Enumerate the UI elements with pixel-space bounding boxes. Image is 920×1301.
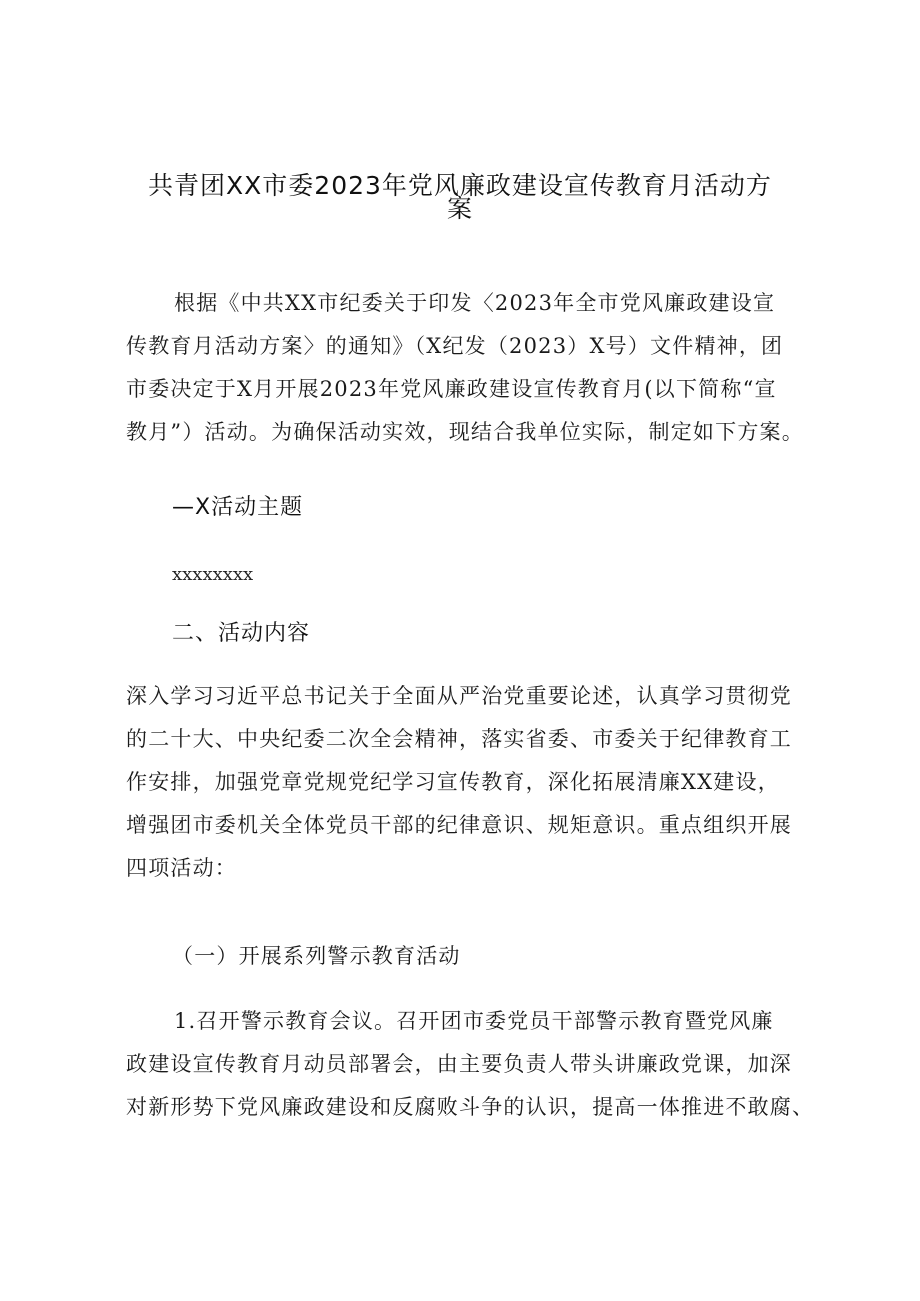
section-2-heading: 二、活动内容 xyxy=(172,621,311,646)
section-2-line: 的二十大、中央纪委二次全会精神，落实省委、市委关于纪律教育工 xyxy=(126,727,792,751)
intro-line: 根据《中共XX市纪委关于印发〈2023年全市党风廉政建设宣 xyxy=(174,291,776,315)
intro-line: 传教育月活动方案〉的通知》（X纪发（2023）X号）文件精神，团 xyxy=(126,334,784,358)
section-1-body: xxxxxxxx xyxy=(172,564,254,585)
document-title-line-1: 共青团XX市委2023年党风廉政建设宣传教育月活动方 xyxy=(148,171,772,200)
intro-line: 市委决定于X月开展2023年党风廉政建设宣传教育月(以下简称“宣 xyxy=(126,377,777,401)
section-2-line: 作安排，加强党章党规党纪学习宣传教育，深化拓展清廉XX建设， xyxy=(126,770,780,794)
intro-paragraph xyxy=(126,282,816,454)
section-2-line: 深入学习习近平总书记关于全面从严治党重要论述，认真学习贯彻党 xyxy=(126,684,792,708)
section-1-heading: —X活动主题 xyxy=(172,495,304,520)
section-2-line: 增强团市委机关全体党员干部的纪律意识、规矩意识。重点组织开展 xyxy=(126,813,792,837)
document-title-line-2: 案 xyxy=(446,194,473,223)
section-2-paragraph xyxy=(126,675,816,890)
section-2-line: 四项活动： xyxy=(126,856,237,880)
item-1-line: 对新形势下党风廉政建设和反腐败斗争的认识，提高一体推进不敢腐、 xyxy=(126,1095,815,1119)
item-1-line: 政建设宣传教育月动员部署会，由主要负责人带头讲廉政党课，加深 xyxy=(126,1052,792,1076)
subsection-1-heading: （一）开展系列警示教育活动 xyxy=(172,944,461,968)
item-1-line: 1.召开警示教育会议。召开团市委党员干部警示教育暨党风廉 xyxy=(174,1009,774,1033)
item-1-paragraph xyxy=(126,1000,816,1129)
intro-line: 教月”）活动。为确保活动实效，现结合我单位实际，制定如下方案。 xyxy=(126,420,804,444)
